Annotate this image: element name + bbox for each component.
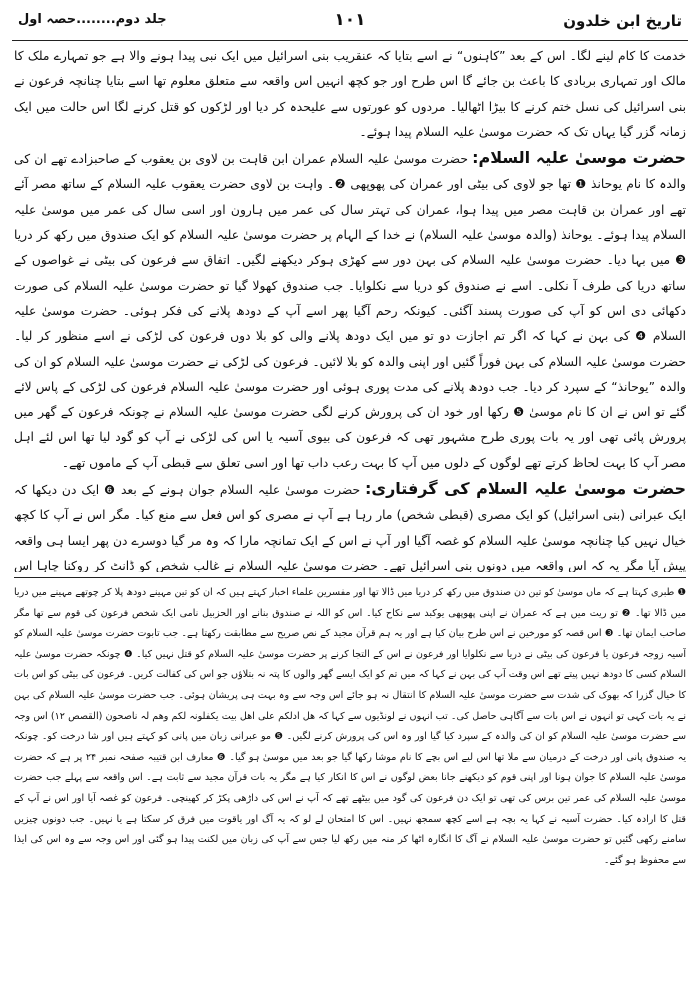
paragraph: حضرت موسیٰ علیہ السلام عمران ابن قاہت بن لاوی بن یعقوب کے صاحبزادے تھے ان کی والدہ کا نام یوحانذ ❶ تھا جو لاوی کی بیٹی اور عمران کی پھوپھی ❷۔ واہت بن لاوی حضرت یعقوب علیہ السلام کے ساتھ مصر آئے تھے اور عمران بن قاہت مصر میں پیدا ہوا، عمران کی تہتر سال کی عمر میں ہارون اور اسی سال کی عمر میں موسیٰ علیہ السلام پیدا ہوئے۔ یوحانذ (والدہ موسیٰ علیہ السلام) نے خدا کے الہام پر حضرت موسیٰ علیہ السلام کو ایک صندوق میں رکھ کر دریا ❸ میں بہا دیا۔ حضرت موسیٰ علیہ السلام کی بہن دور سے کھڑی ہوکر دیکھنے لگیں۔ اتفاق سے فرعون کی بیٹی نے غواصوں کے ساتھ دریا کی طرف آ نکلی۔ اسے نے صندوق کو دریا سے نکلوایا۔ جب صندوق کھولا گیا تو حضرت موسیٰ علیہ السلام کی صورت دکھائی دی اس کو آپ کی صورت پسند آگئی۔ کیونکہ رحم آگیا پھر اسے آپ کے دودھ پلانے کی فکر ہوئی۔ حضرت موسیٰ علیہ السلام ❹ کی بہن نے کہا کہ اگر تم اجازت دو تو میں ایک دودھ پلانے والی کو بلا دوں فرعون کی لڑکی نے اسے منظور کر لیا۔ حضرت موسیٰ علیہ السلام کی بہن فوراً گئیں اور اپنی والدہ کو بلا لائیں۔ فرعون کی لڑکی نے حضرت موسیٰ علیہ السلام کو ان کی والدہ ”یوحانذ“ کے سپرد کر دیا۔ جب دودھ پلانے کی مدت پوری ہوئی اور حضرت موسیٰ علیہ السلام فرعون کی لڑکی کے پاس لائے گئے تو اس نے ان کا نام موسیٰ ❺ رکھا اور خود ان کی پرورش کرنے لگی حضرت موسیٰ علیہ السلام نے چونکہ فرعون کے گھر میں پرورش پائی تھی اور یہ بات پوری طرح مشہور تھی کہ فرعون کی بیوی آسیہ یا اس کی لڑکی نے آپ کو گود لیا تھا اس لئے اہل مصر آپ کا بہت لحاظ کرتے تھے لوگوں کے دلوں میں آپ کا بہت رعب داب تھا اور اسی تعلق سے قبطی آپ کے ماموں تھے۔	[14, 152, 686, 470]
main-text	[14, 44, 686, 572]
header-divider	[12, 40, 688, 41]
paragraph-with-heading	[14, 145, 686, 476]
footnotes	[14, 583, 686, 983]
page-header	[12, 8, 688, 38]
paragraph-with-heading	[14, 476, 686, 572]
book-title: تاریخ ابن خلدون	[563, 12, 682, 30]
footnote-text: ❶ طبری کہتا ہے کہ ماں موسیٰ کو تین دن صندوق میں رکھ کر دریا میں ڈالا تھا اور مفسرین علماء اخبار کہتے ہیں کہ ان کو تین مہینے دودھ پلا کر چوتھے مہینے میں دریا میں ڈالا تھا۔ ❷ تو ریت میں ہے کہ عمران نے اپنی پھوپھی یوکبد سے نکاح کیا۔ اس کو اللہ نے صندوق بنانے اور الحزبیل نامی ایک شخص فرعون کی قوم سے تھا مگر صاحب ایمان تھا۔ ❸ اس قصہ کو مورخین نے اس طرح بیان کیا ہے اور یہ ہم قرآن مجید کے نص صریح سے مطابقت رکھتا ہے۔ جب تابوت حضرت موسیٰ علیہ السلام کو آسیہ زوجہ فرعون یا فرعون کی بیٹی نے دریا سے نکلوایا اور فرعون نے اس کے التجا کرنے پر حضرت موسیٰ علیہ السلام کو قتل نہیں کیا۔ ❹ چونکہ حضرت موسیٰ علیہ السلام کسی کا دودھ نہیں پیتے تھے اس وقت آپ کی بہن نے کہا کہ میں تم کو ایک ایسے گھر والوں کا پتہ نہ بتلاؤں جو اس کی کفالت کریں۔ فرعون کی بیٹی کو اس بات کا خیال گزرا کہ بھوک کی شدت سے حضرت موسیٰ علیہ السلام کا انتقال نہ ہو جائے اس وجہ سے وہ بہت ہی پریشان ہوئی۔ جب حضرت موسیٰ علیہ السلام کی بہن نے یہ بات کہی تو انہوں نے اس بات سے آگاہی حاصل کی۔ تب انہوں نے لونڈیوں سے کہا کہ ھل ادلکم علی اھل بیت یکفلونہ لکم وھم لہ ناصحون (القصص ۱۲) اس وجہ سے حضرت موسیٰ علیہ السلام کو ان کی والدہ کے سپرد کیا گیا اور وہ اس کی پرورش کرنے لگیں۔ ❺ مو عبرانی زبان میں پانی کو کہتے ہیں اور شا درخت کو۔ چونکہ یہ صندوق پانی اور درخت کے درمیان سے ملا تھا اس لیے اس بچے کا نام موشا رکھا گیا جو بعد میں موسیٰ ہو گیا۔ ❻ معارف ابن قتیبہ صفحہ نمبر ۲۴ پر ہے کہ حضرت موسیٰ علیہ السلام کا جوان ہونا اور اپنی قوم کو دیکھنے جانا بعض لوگوں نے اس کا انکار کیا ہے مگر یہ بات قرآن مجید سے ثابت ہے۔ اس واقعہ سے پہلے جب حضرت موسیٰ علیہ السلام کی عمر تین برس کی تھی تو ایک دن فرعون کی گود میں بیٹھے تھے کہ آپ نے اس کی داڑھی پکڑ کر کھینچی۔ فرعون کو غصہ آیا اور اس نے آپ کے قتل کا ارادہ کیا۔ حضرت آسیہ نے کہا یہ بچہ ہے اسے کچھ سمجھ نہیں۔ اس کا امتحان لے لو کہ یہ آگ اور یاقوت میں فرق کر سکتا ہے یا نہیں۔ جب دونوں چیزیں سامنے رکھی گئیں تو حضرت موسیٰ علیہ السلام نے آگ کا انگارہ اٹھا کر منہ میں رکھ لیا جس سے آپ کی زبان میں لکنت پیدا ہو گئی اور اس وجہ سے وہ اس کی ایذا سے محفوظ ہو گئے۔	[14, 587, 686, 866]
footnote-divider	[14, 577, 686, 578]
section-heading: حضرت موسیٰ علیہ السلام کی گرفتاری:	[365, 479, 686, 499]
volume-label: جلد دوم........حصہ اول	[18, 12, 167, 27]
page-number: ۱۰۱	[334, 10, 366, 30]
paragraph: حضرت موسیٰ علیہ السلام جوان ہونے کے بعد ❻ ایک دن دیکھا کہ ایک عبرانی (بنی اسرائیل) کو ایک مصری (قبطی شخص) مار رہا ہے آپ نے مصری کو اس فعل سے منع کیا۔ مگر اس نے آپ کا کچھ خیال نہیں کیا چنانچہ موسیٰ علیہ السلام کو غصہ آگیا اور آپ نے اس کے ایک تمانچہ مارا کہ وہ مر گیا دوسرے دن پھر ایسا ہی واقعہ پیش آیا مگر یہ کہ اس واقعہ میں دونوں بنی اسرائیل تھے۔ حضرت موسیٰ علیہ السلام نے غالب شخص کو ڈانٹ کر روکنا چاہا اس	[14, 483, 686, 572]
paragraph: خدمت کا کام لینے لگا۔ اس کے بعد ”کاہنوں“ نے اسے بتایا کہ عنقریب بنی اسرائیل میں ایک نبی پیدا ہونے والا ہے جو تمہارے ملک کا مالک اور تمہاری بربادی کا باعث بن جائے گا اس طرح اور جو کچھ انہیں اس واقعہ سے متعلق معلوم تھا اسے بتایا چنانچہ فرعون نے بنی اسرائیل کی نسل ختم کرنے کا بیڑا اٹھالیا۔ مردوں کو عورتوں سے علیحدہ کر دیا اور لڑکوں کو قتل کرنے لگا اس حالت میں ایک زمانہ گزر گیا یہاں تک کہ حضرت موسیٰ علیہ السلام پیدا ہوئے۔	[14, 49, 686, 139]
section-heading: حضرت موسیٰ علیہ السلام:	[472, 148, 686, 168]
